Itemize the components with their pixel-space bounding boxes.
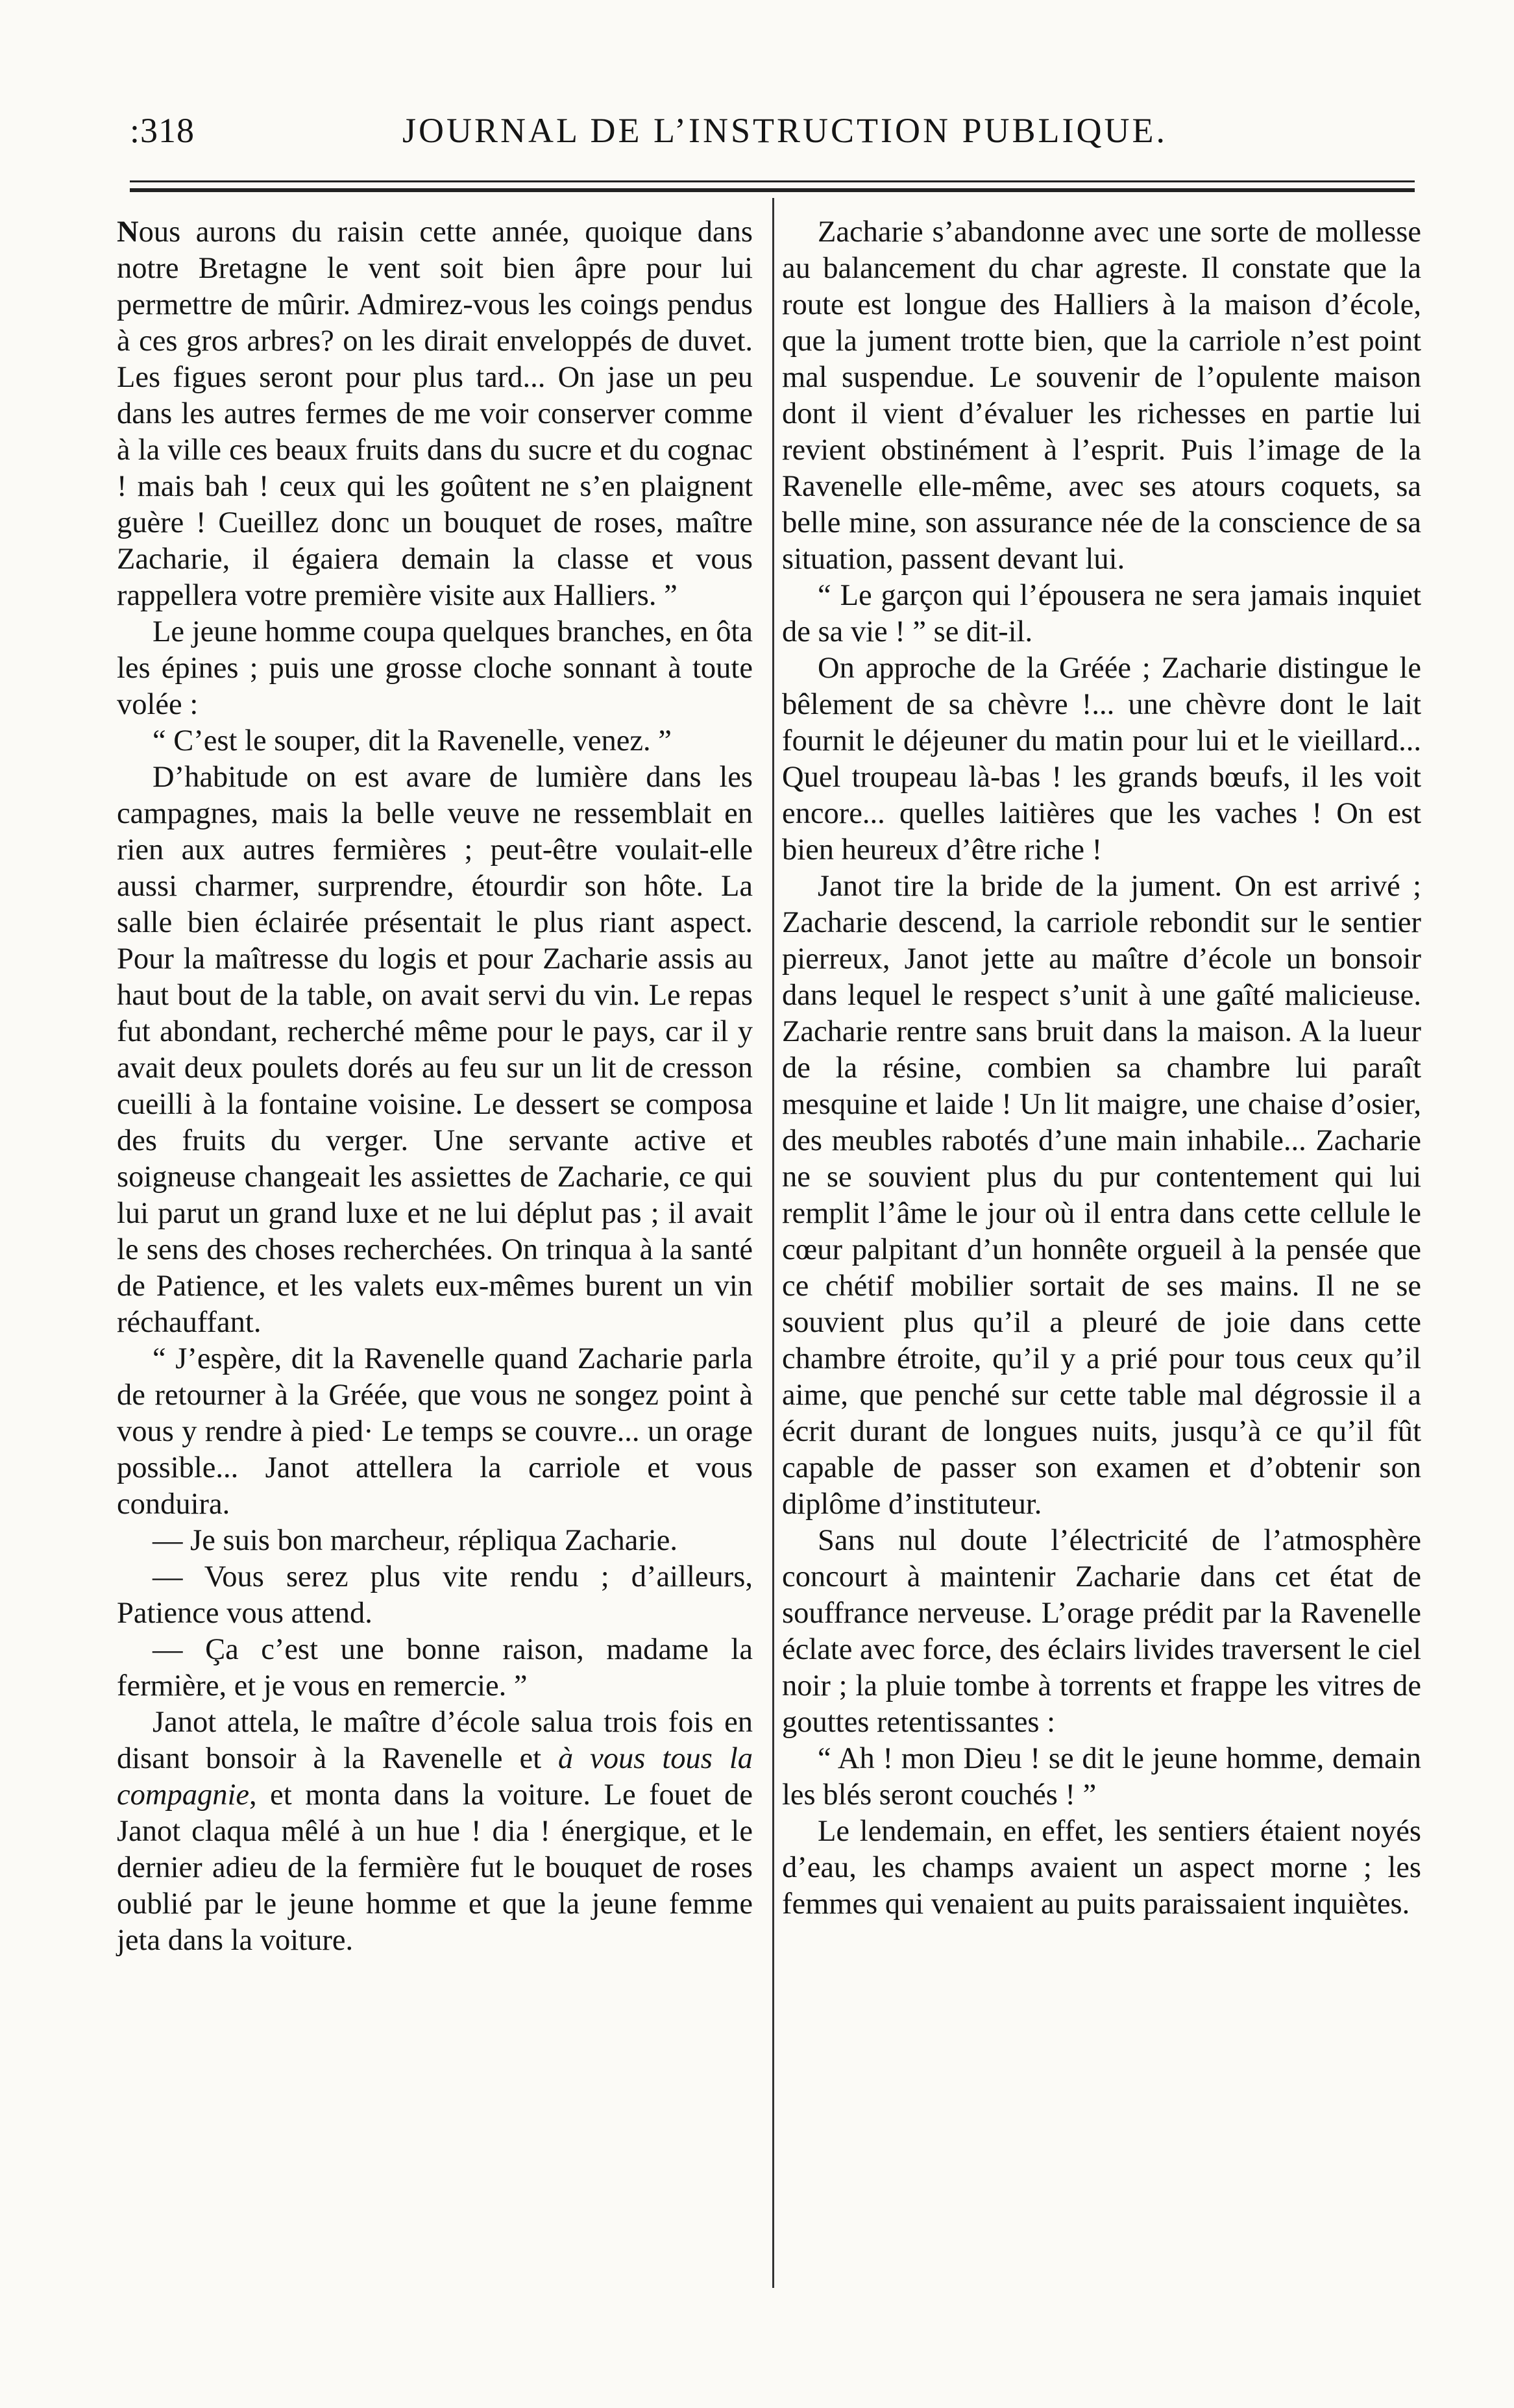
page-number: :318 (130, 111, 195, 150)
paragraph: Nous aurons du raisin cette année, quoique dans notre Bretagne le vent soit bien âpre pour lui permettre de mûrir. Admirez-vous les coings pendus à ces gros arbres? on les dirait enveloppés de duvet. Les figues seront pour plus tard... On jase un peu dans les autres fermes de me voir conserver comme à la ville ces beaux fruits dans du sucre et du cognac ! mais bah ! ceux qui les goûtent ne s’en plaignent guère ! Cueillez donc un bouquet de roses, maître Zacharie, il égaiera demain la classe et vous rappellera votre première visite aux Halliers. ” (117, 215, 753, 612)
paragraph (117, 1704, 753, 1959)
quote-paragraph: “ C’est le souper, dit la Ravenelle, venez. ” (153, 724, 672, 757)
paragraph: Le lendemain, en effet, les sentiers étaient noyés d’eau, les champs avaient un aspect morne ; les femmes qui venaient au puits paraissaient inquiètes. (782, 1815, 1421, 1921)
paragraph: Zacharie s’abandonne avec une sorte de mollesse au balancement du char agreste. Il constate que la route est longue des Halliers à la maison d’école, que la jument trotte bien, que la carriole n’est point mal suspendue. Le souvenir de l’opulente maison dont il vient d’évaluer les richesses en partie lui revient obstinément à l’esprit. Puis l’image de la Ravenelle elle-même, avec ses atours coquets, sa belle mine, son assurance née de la conscience de sa situation, passent devant lui. (782, 215, 1421, 576)
right-column (782, 214, 1421, 1923)
quote-paragraph: “ Ah ! mon Dieu ! se dit le jeune homme, demain les blés seront couchés ! ” (782, 1742, 1421, 1812)
italic-phrase: à vous tous la compagnie (117, 1742, 753, 1812)
paragraph: Janot tire la bride de la jument. On est arrivé ; Zacharie descend, la carriole rebondit sur le sentier pierreux, Janot jette au maître d’école un bonsoir dans lequel le respect s’unit à une gaîté malicieuse. Zacharie rentre sans bruit dans la maison. A la lueur de la résine, combien sa chambre lui paraît mesquine et laide ! Un lit maigre, une chaise d’osier, des meubles rabotés d’une main inhabile... Zacharie ne se souvient plus du pur contentement qui lui remplit l’âme le jour où il entra dans cette cellule le cœur palpitant d’un honnête orgueil à la pensée que ce chétif mobilier sortait de ses mains. Il ne se souvient plus qu’il a pleuré de joie dans cette chambre étroite, qu’il y a prié pour tous ceux qu’il aime, que penché sur cette table mal dégrossie il a écrit durant de longues nuits, jusqu’à ce qu’il fût capable de passer son examen et d’obtenir son diplôme d’instituteur. (782, 870, 1421, 1521)
paragraph-text: Janot attela, le maître d’école salua trois fois en disant bonsoir à la Ravenelle et (117, 1706, 753, 1775)
paragraph: Sans nul doute l’électricité de l’atmosphère concourt à maintenir Zacharie dans cet état de souffrance nerveuse. L’orage prédit par la Ravenelle éclate avec force, des éclairs livides traversent le ciel noir ; la pluie tombe à torrents et frappe les vitres de gouttes retentissantes : (782, 1524, 1421, 1739)
dialogue-paragraph: — Je suis bon marcheur, répliqua Zacharie. (153, 1524, 678, 1557)
page-header (123, 110, 1415, 162)
quote-paragraph: “ Le garçon qui l’épousera ne sera jamais inquiet de sa vie ! ” se dit-il. (782, 579, 1421, 648)
paragraph: D’habitude on est avare de lumière dans les campagnes, mais la belle veuve ne ressemblait en rien aux autres fermières ; peut-être voulait-elle aussi charmer, surprendre, étourdir son hôte. La salle bien éclairée présentait le plus riant aspect. Pour la maîtresse du logis et pour Zacharie assis au haut bout de la table, on avait servi du vin. Le repas fut abondant, recherché même pour le pays, car il y avait deux poulets dorés au feu sur un lit de cresson cueilli à la fontaine voisine. Le dessert se composa des fruits du verger. Une servante active et soigneuse changeait les assiettes de Zacharie, ce qui lui parut un grand luxe et ne lui déplut pas ; il avait le sens des choses recherchées. On trinqua à la santé de Patience, et les valets eux-mêmes burent un vin réchauffant. (117, 761, 753, 1339)
paragraph: On approche de la Gréée ; Zacharie distingue le bêlement de sa chèvre !... une chèvre dont le lait fournit le déjeuner du matin pour lui et le vieillard... Quel troupeau là-bas ! les grands bœufs, il les voit encore... quelles laitières que les vaches ! On est bien heureux d’être riche ! (782, 652, 1421, 866)
header-rule-thick (130, 188, 1415, 192)
left-column (117, 214, 753, 1959)
quote-paragraph: “ J’espère, dit la Ravenelle quand Zacharie parla de retourner à la Gréée, que vous ne songez point à vous y rendre à pied· Le temps se couvre... un orage possible... Janot attellera la carriole et vous conduira. (117, 1342, 753, 1521)
header-rule-thin (130, 180, 1415, 182)
dialogue-paragraph: — Ça c’est une bonne raison, madame la fermière, et je vous en remercie. ” (117, 1633, 753, 1702)
column-divider (772, 198, 774, 2288)
dialogue-paragraph: — Vous serez plus vite rendu ; d’ailleurs, Patience vous attend. (117, 1560, 753, 1630)
paragraph-text: , et monta dans la voiture. Le fouet de Janot claqua mêlé à un hue ! dia ! énergique, et le dernier adieu de la fermière fut le bouquet de roses oublié par le jeune homme et que la jeune femme jeta dans la voiture. (117, 1778, 753, 1957)
journal-title: JOURNAL DE L’INSTRUCTION PUBLIQUE. (402, 111, 1167, 150)
paragraph: Le jeune homme coupa quelques branches, en ôta les épines ; puis une grosse cloche sonnant à toute volée : (117, 615, 753, 721)
